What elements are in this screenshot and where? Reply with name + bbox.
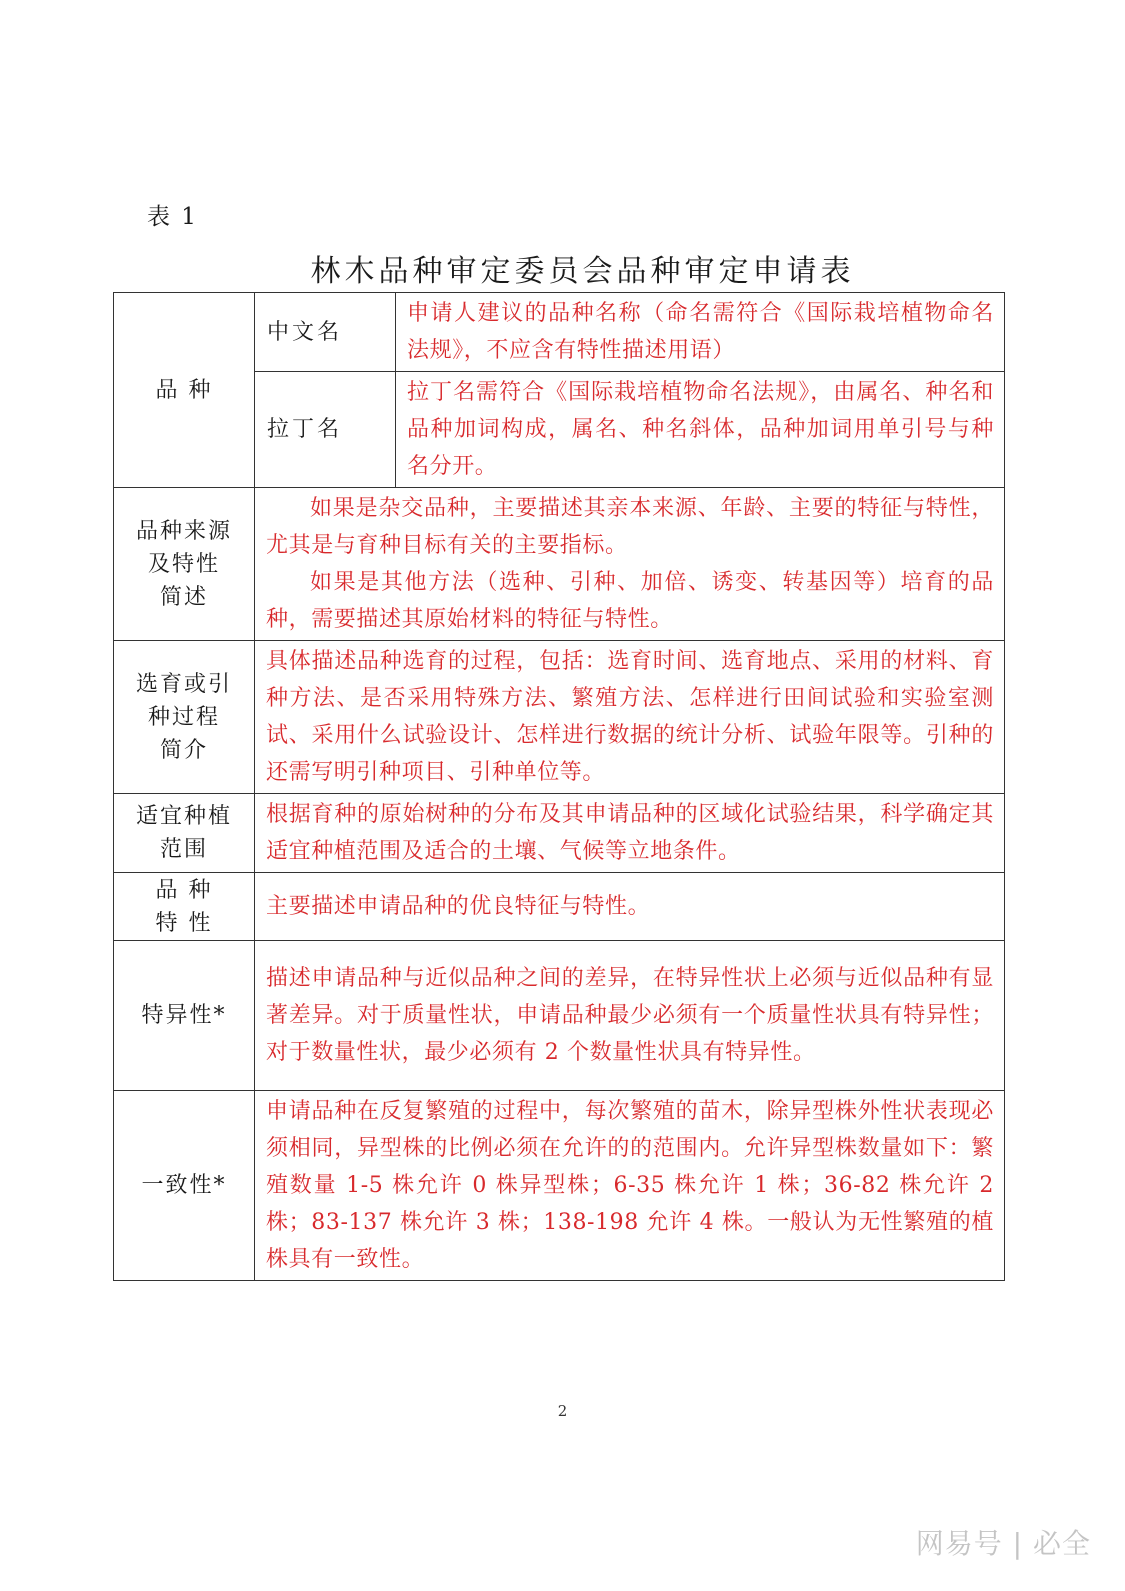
uniformity-header: 一致性* <box>114 1091 255 1281</box>
origin-text <box>255 488 1005 641</box>
range-text: 根据育种的原始树种的分布及其申请品种的区域化试验结果，科学确定其适宜种植范围及适合的土壤、气候等立地条件。 <box>255 794 1005 873</box>
range-header-line: 适宜种植 <box>135 804 232 829</box>
traits-header <box>114 873 255 941</box>
chinese-name-label: 中文名 <box>255 293 396 372</box>
page-number: 2 <box>557 1402 568 1420</box>
origin-header-line: 及特性 <box>147 551 220 577</box>
row-distinctness <box>114 941 1005 1091</box>
process-header-line: 简介 <box>159 737 208 763</box>
row-uniformity <box>114 1091 1005 1281</box>
origin-header <box>114 488 255 641</box>
origin-paragraph-hybrid: 如果是杂交品种，主要描述其亲本来源、年龄、主要的特征与特性，尤其是与育种目标有关的主要指标。 <box>266 496 994 558</box>
chinese-name-text: 申请人建议的品种名称（命名需符合《国际栽培植物命名法规》，不应含有特性描述用语） <box>396 293 1005 372</box>
traits-header-line: 特 性 <box>155 910 213 936</box>
traits-text: 主要描述申请品种的优良特征与特性。 <box>255 873 1005 941</box>
range-header-line: 范围 <box>159 837 208 862</box>
row-chinese-name <box>114 293 1005 372</box>
latin-name-text: 拉丁名需符合《国际栽培植物命名法规》，由属名、种名和品种加词构成，属名、种名斜体，品种加词用单引号与种名分开。 <box>396 372 1005 488</box>
uniformity-text: 申请品种在反复繁殖的过程中，每次繁殖的苗木，除异型株外性状表现必须相同，异型株的比例必须在允许的的范围内。允许异型株数量如下：繁殖数量 1-5 株允许 0 株异型株；6-35 株允许 1 株；36-82 株允许 2 株；83-137 株允许 3 株；138-198 允许 4 株。一般认为无性繁殖的植株具有一致性。 <box>255 1091 1005 1281</box>
distinctness-text: 描述申请品种与近似品种之间的差异，在特异性状上必须与近似品种有显著差异。对于质量性状，申请品种最少必须有一个质量性状具有特异性；对于数量性状，最少必须有 2 个数量性状具有特异性。 <box>255 941 1005 1091</box>
document-title: 林木品种审定委员会品种审定申请表 <box>310 254 855 289</box>
process-text: 具体描述品种选育的过程，包括：选育时间、选育地点、采用的材料、育种方法、是否采用特殊方法、繁殖方法、怎样进行田间试验和实验室测试、采用什么试验设计、怎样进行数据的统计分析、试验年限等。引种的还需写明引种项目、引种单位等。 <box>255 641 1005 794</box>
range-header <box>114 794 255 873</box>
process-header-line: 选育或引 <box>135 671 232 697</box>
row-process <box>114 641 1005 794</box>
latin-name-label: 拉丁名 <box>255 372 396 488</box>
distinctness-header: 特异性* <box>114 941 255 1091</box>
process-header <box>114 641 255 794</box>
process-header-line: 种过程 <box>147 704 220 730</box>
variety-header: 品 种 <box>114 293 255 488</box>
origin-header-line: 简述 <box>159 584 208 610</box>
origin-header-line: 品种来源 <box>135 518 232 544</box>
row-planting-range <box>114 794 1005 873</box>
traits-header-line: 品 种 <box>155 877 213 903</box>
application-form-table <box>113 292 1005 1281</box>
row-traits <box>114 873 1005 941</box>
origin-paragraph-other: 如果是其他方法（选种、引种、加倍、诱变、转基因等）培育的品种，需要描述其原始材料的特征与特性。 <box>266 570 994 632</box>
row-origin <box>114 488 1005 641</box>
source-watermark: 网易号 | 必全 <box>915 1527 1091 1560</box>
table-number: 表 1 <box>147 204 198 230</box>
